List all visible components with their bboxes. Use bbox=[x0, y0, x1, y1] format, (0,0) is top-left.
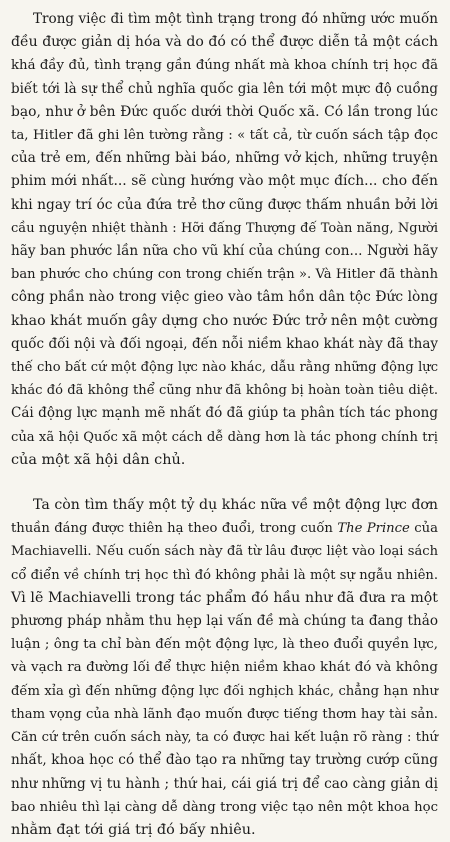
text-line: tham vọng của nhà lãnh đạo muốn được tiếng thơm hay tài sản. bbox=[11, 706, 438, 722]
text-line: ban phước cho chúng con trong chiến trận ». Và Hitler đã thành bbox=[11, 267, 438, 283]
text-line: khác đó đã không thể cũng như đã không bị hoàn toàn tiêu diệt. bbox=[11, 383, 438, 399]
text-line: luận ; ông ta chỉ bàn đến một động lực, là theo đuổi quyền lực, bbox=[11, 637, 438, 653]
text-line: Căn cứ trên cuốn sách này, ta có được hai kết luận rõ ràng : thứ bbox=[11, 730, 438, 746]
text-line: nhất, khoa học có thể đào tạo ra những tay trường cướp cũng bbox=[11, 752, 438, 769]
text-line: Cái động lực mạnh mẽ nhất đó đã giúp ta phân tích tác phong bbox=[11, 405, 438, 422]
text-segment: của bbox=[409, 521, 438, 537]
paragraph-1 bbox=[11, 8, 438, 472]
text-line: bao nhiêu thì lại càng dễ dàng trong việc tạo nên một khoa học bbox=[11, 799, 438, 815]
text-line: khi ngay trí óc của đứa trẻ thơ cũng được thấm nhuần bởi lời bbox=[11, 196, 438, 213]
text-line: khá đầy đủ, tình trạng gần đúng nhất mà khoa chính trị học đã bbox=[11, 58, 438, 74]
book-title: The Prince bbox=[337, 521, 410, 537]
paragraph-2 bbox=[11, 494, 438, 842]
text-line: đều được giản dị hóa và do đó có thể được diễn tả một cách bbox=[11, 34, 438, 51]
text-line: Trong việc đi tìm một tình trạng trong đó những ước muốn bbox=[33, 11, 438, 27]
text-line: công phần nào trong việc gieo vào tâm hồn dân tộc Đức lòng bbox=[11, 289, 438, 306]
text-line: cổ điển về chính trị học thì đó không phải là một sự ngẫu nhiên. bbox=[11, 567, 438, 583]
text-line: bạo, như ở bên Đức quốc dưới thời Quốc xã. Có lần trong lúc bbox=[11, 103, 438, 120]
text-line: cầu nguyện nhiệt thành : Hỡi đấng Thượng đế Toàn năng, Người bbox=[11, 220, 438, 236]
text-segment: thuần đáng được thiên hạ theo đuổi, trong cuốn bbox=[11, 521, 338, 537]
text-line: biết tới là sự thể chủ nghĩa quốc gia lên tới một mực độ cuồng bbox=[11, 80, 438, 97]
text-line: phim mới nhất... sẽ cùng hướng vào một mục đích... cho đến bbox=[11, 173, 438, 190]
text-line: của xã hội Quốc xã một cách dễ dàng hơn là tác phong chính trị bbox=[11, 429, 438, 445]
text-line: hãy ban phước lần nữa cho vũ khí của chúng con... Người hãy bbox=[11, 243, 438, 260]
text-line: Ta còn tìm thấy một tỷ dụ khác nữa về một động lực đơn bbox=[33, 497, 438, 514]
text-line: của trẻ em, đến những bài báo, những vở kịch, những truyện bbox=[11, 150, 438, 167]
text-line-with-title bbox=[11, 517, 438, 540]
text-line: và vạch ra đường lối để thực hiện niềm khao khát đó và không bbox=[11, 660, 438, 676]
text-line: Vì lẽ Machiavelli trong tác phẩm đó hầu như đã đưa ra một bbox=[11, 589, 438, 606]
text-line: Machiavelli. Nếu cuốn sách này đã từ lâu được liệt vào loại sách bbox=[11, 544, 438, 560]
text-line: của một xã hội dân chủ. bbox=[11, 451, 186, 468]
text-line: đếm xỉa gì đến những động lực đối nghịch khác, chẳng hạn như bbox=[11, 683, 438, 699]
text-line: khao khát muốn gây dựng cho nước Đức trở nên một cường bbox=[11, 312, 438, 329]
text-line: như những vị tu hành ; thứ hai, cái giá trị để cao càng giản dị bbox=[11, 775, 438, 792]
text-line: nhằm đạt tới giá trị đó bấy nhiêu. bbox=[11, 821, 256, 838]
text-line: quốc đối nội và đối ngoại, đến nỗi niềm khao khát này đã thay bbox=[11, 335, 438, 352]
text-line: ta, Hitler đã ghi lên tường rằng : « tất cả, từ cuốn sách tập đọc bbox=[11, 128, 438, 144]
text-line: thế cho bất cứ một động lực nào khác, dẫu rằng những động lực bbox=[11, 360, 438, 376]
text-line: phương pháp nhằm thu hẹp lại vấn đề mà chúng ta đang thảo bbox=[11, 613, 438, 630]
